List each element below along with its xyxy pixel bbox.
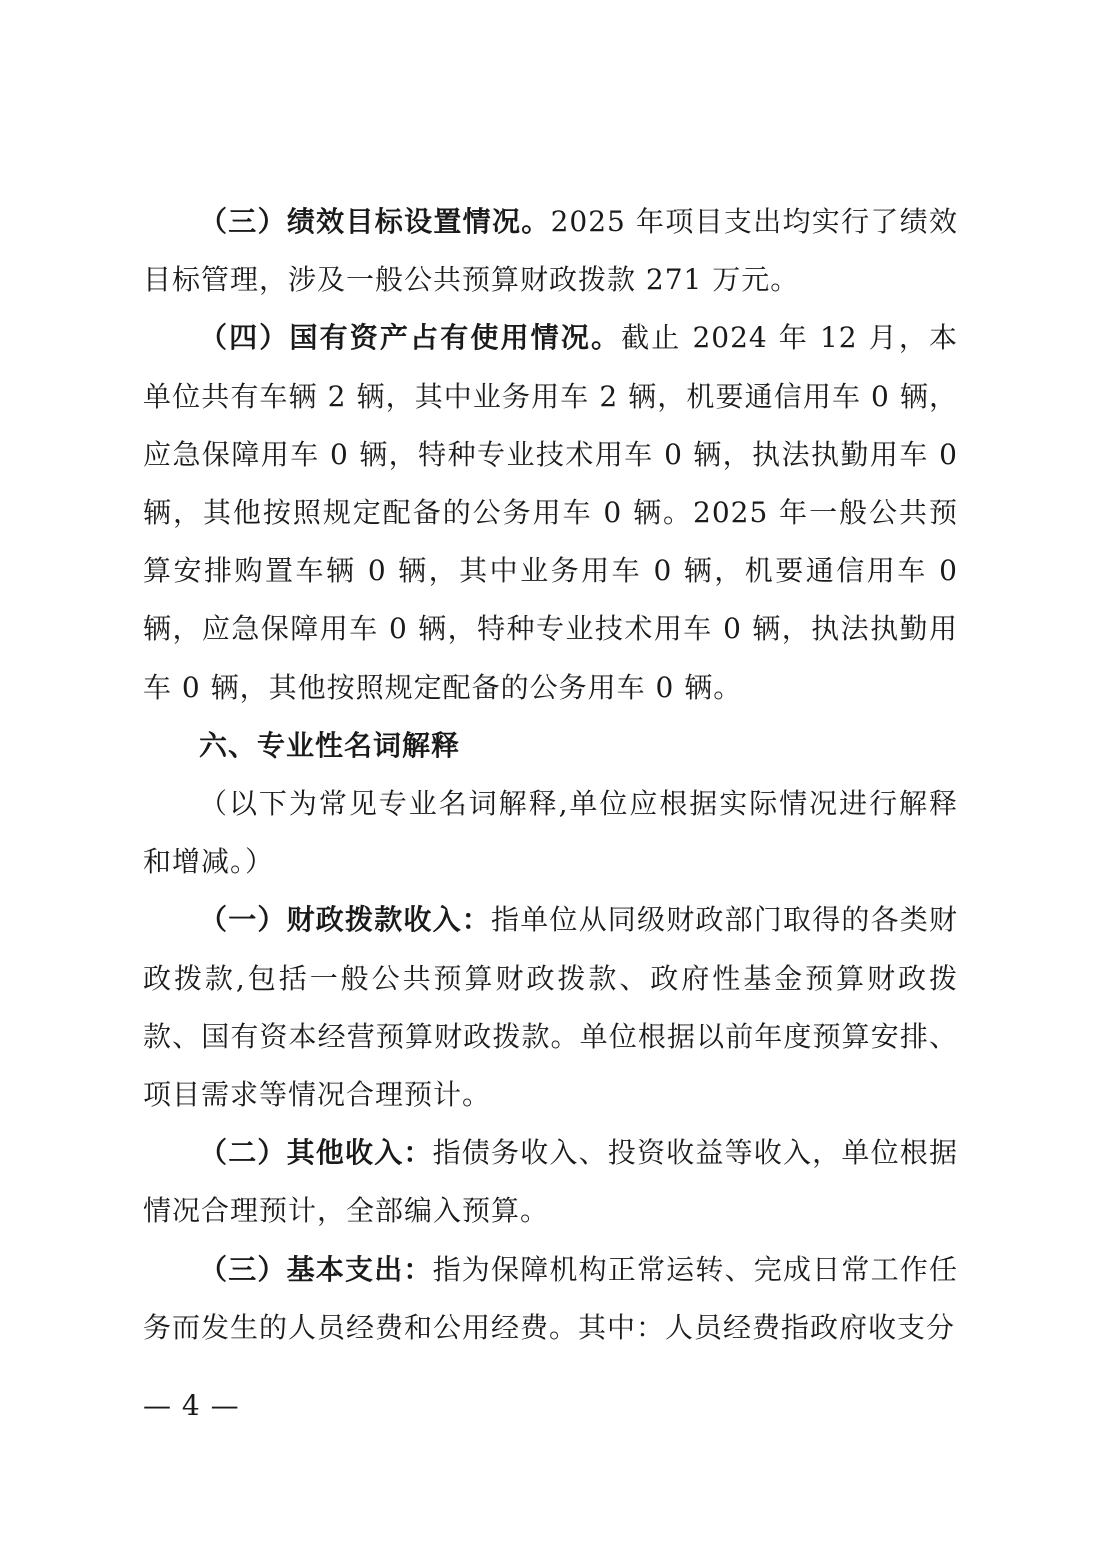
paragraph-performance-targets <box>143 193 958 309</box>
paragraph-text: 截止 2024 年 12 月，本单位共有车辆 2 辆，其中业务用车 2 辆，机要通信用车 0 辆，应急保障用车 0 辆，特种专业技术用车 0 辆，执法执勤用车 0 辆，其他按照规定配备的公务用车 0 辆。2025 年一般公共预算安排购置车辆 0 辆，其中业务用车 0 辆，机要通信用车 0 辆，应急保障用车 0 辆，特种专业技术用车 0 辆，执法执勤用车 0 辆，其他按照规定配备的公务用车 0 辆。 <box>143 321 958 704</box>
paragraph-state-assets <box>143 309 958 716</box>
paragraph-lead: （一）财政拨款收入： <box>199 903 491 937</box>
paragraph-other-income <box>143 1124 958 1240</box>
paragraph-basic-expenditure <box>143 1241 958 1357</box>
paragraph-text: （以下为常见专业名词解释,单位应根据实际情况进行解释和增减。） <box>143 787 958 879</box>
paragraph-note <box>143 775 958 891</box>
paragraph-text: 2025 年项目支出均实行了绩效目标管理，涉及一般公共预算财政拨款 271 万元。 <box>143 205 958 297</box>
paragraph-lead: （三）基本支出： <box>199 1252 433 1286</box>
paragraph-lead: （二）其他收入： <box>199 1136 433 1170</box>
paragraph-text: 指单位从同级财政部门取得的各类财政拨款,包括一般公共预算财政拨款、政府性基金预算财政拨款、国有资本经营预算财政拨款。单位根据以前年度预算安排、项目需求等情况合理预计。 <box>143 903 958 1112</box>
paragraph-fiscal-appropriation-income <box>143 891 958 1124</box>
paragraph-text: 指债务收入、投资收益等收入，单位根据情况合理预计，全部编入预算。 <box>143 1136 958 1228</box>
section-heading: 六、专业性名词解释 <box>199 728 461 762</box>
paragraph-lead: （三）绩效目标设置情况。 <box>199 205 551 238</box>
paragraph-text: 指为保障机构正常运转、完成日常工作任务而发生的人员经费和公用经费。其中：人员经费指政府收支分 <box>143 1252 958 1344</box>
paragraph-lead: （四）国有资产占有使用情况。 <box>199 321 622 355</box>
document-body <box>143 193 958 1357</box>
page-number: — 4 — <box>143 1389 240 1422</box>
